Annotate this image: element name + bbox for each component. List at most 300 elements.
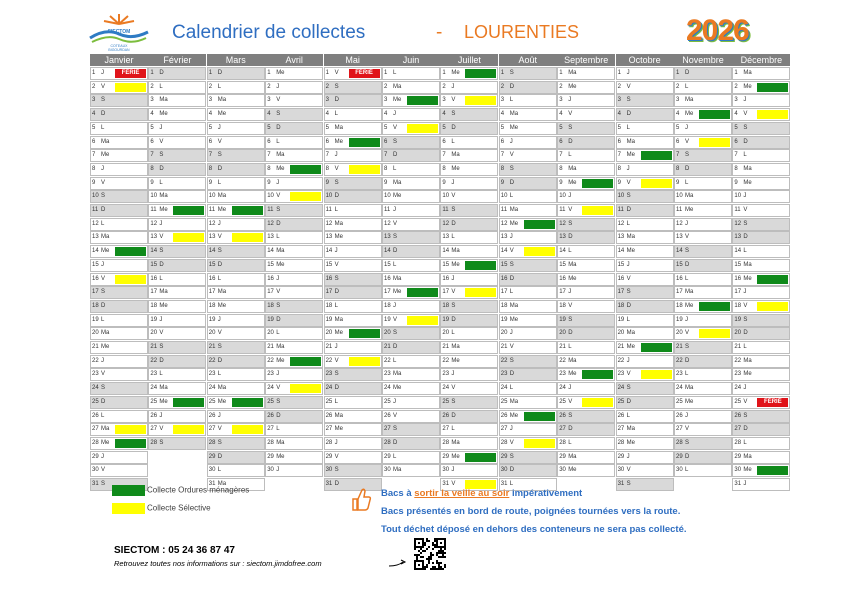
day-cell — [732, 177, 790, 190]
weekday-letter: Ma — [217, 97, 227, 104]
day-cell — [265, 396, 323, 409]
day-number: 27 — [559, 426, 566, 433]
day-number: 31 — [208, 481, 216, 487]
weekday-letter: Ma — [159, 289, 168, 296]
day-number: 26 — [92, 412, 99, 419]
day-cell — [265, 231, 323, 244]
day-cell — [440, 245, 498, 258]
day-cell — [207, 204, 265, 217]
day-cell — [557, 231, 615, 244]
day-number: 20 — [617, 330, 625, 337]
day-number: 26 — [617, 412, 625, 419]
day-number: 23 — [92, 371, 99, 378]
weekday-letter: S — [101, 97, 106, 104]
day-cell — [382, 245, 440, 258]
day-cell — [499, 149, 557, 162]
day-number: 25 — [617, 398, 625, 405]
day-number: 31 — [617, 481, 625, 487]
day-cell — [207, 163, 265, 176]
day-number: 12 — [208, 220, 216, 227]
weekday-letter: D — [393, 344, 398, 350]
weekday-letter: V — [276, 193, 281, 200]
weekday-letter: L — [159, 371, 163, 378]
weekday-letter: Me — [451, 453, 460, 460]
day-cell — [732, 314, 790, 327]
day-cell — [382, 190, 440, 203]
day-number: 15 — [442, 261, 450, 268]
day-number: 8 — [325, 165, 329, 172]
weekday-letter: S — [626, 481, 631, 487]
day-number: 28 — [734, 439, 742, 446]
svg-text:SIECTOM: SIECTOM — [107, 29, 131, 35]
weekday-letter: J — [393, 302, 396, 309]
collection-om-marker — [407, 96, 438, 105]
day-number: 31 — [92, 481, 99, 487]
day-number: 29 — [559, 453, 566, 460]
day-number: 5 — [384, 124, 388, 131]
weekday-letter: D — [276, 124, 281, 131]
day-number: 10 — [150, 193, 158, 200]
day-number: 5 — [734, 124, 738, 131]
weekday-letter: J — [159, 220, 163, 227]
day-number: 16 — [92, 275, 99, 282]
day-cell — [557, 464, 615, 477]
day-number: 3 — [676, 97, 680, 104]
day-cell — [265, 368, 323, 381]
day-number: 18 — [617, 302, 625, 309]
weekday-letter: Ma — [159, 97, 168, 104]
weekday-letter: D — [568, 426, 573, 433]
day-number: 21 — [325, 344, 333, 350]
weekday-letter: S — [685, 248, 690, 255]
weekday-letter: D — [451, 412, 456, 419]
day-number: 23 — [500, 371, 508, 378]
weekday-letter: J — [743, 481, 747, 487]
day-number: 13 — [325, 234, 333, 241]
day-cell — [90, 94, 148, 107]
weekday-letter: V — [685, 330, 690, 337]
weekday-letter: J — [626, 70, 630, 76]
day-number: 23 — [442, 371, 450, 378]
day-number: 12 — [617, 220, 625, 227]
day-cell — [265, 177, 323, 190]
collection-om-marker — [173, 206, 204, 215]
qr-code[interactable] — [414, 538, 446, 570]
day-cell — [616, 81, 674, 94]
day-number: 27 — [150, 426, 158, 433]
day-cell — [674, 327, 732, 340]
day-cell — [382, 67, 440, 80]
day-number: 29 — [267, 453, 274, 460]
weekday-letter: S — [568, 316, 573, 323]
day-number: 27 — [208, 426, 216, 433]
weekday-letter: J — [451, 467, 455, 474]
day-cell — [440, 368, 498, 381]
day-cell — [148, 149, 206, 162]
weekday-letter: D — [101, 302, 106, 309]
day-cell — [148, 136, 206, 149]
weekday-letter: V — [626, 179, 631, 186]
day-cell — [674, 231, 732, 244]
weekday-letter: V — [159, 138, 164, 145]
weekday-letter: D — [568, 234, 573, 241]
day-number: 13 — [208, 234, 216, 241]
day-number: 9 — [617, 179, 621, 186]
day-cell — [674, 177, 732, 190]
day-number: 21 — [676, 344, 683, 350]
weekday-letter: D — [159, 261, 164, 268]
weekday-letter: Me — [217, 398, 227, 405]
weekday-letter: Ma — [276, 344, 285, 350]
day-number: 11 — [442, 207, 449, 213]
day-number: 9 — [267, 179, 271, 186]
day-number: 16 — [267, 275, 274, 282]
day-number: 1 — [267, 70, 271, 76]
collection-om-marker — [407, 288, 438, 297]
day-cell — [616, 122, 674, 135]
day-cell — [90, 122, 148, 135]
day-number: 3 — [325, 97, 329, 104]
day-number: 22 — [150, 357, 158, 364]
weekday-letter: Me — [626, 344, 635, 350]
weekday-letter: J — [626, 165, 630, 172]
day-cell — [207, 382, 265, 395]
weekday-letter: S — [509, 165, 514, 172]
collection-selective-marker — [115, 275, 146, 284]
day-number: 17 — [325, 289, 333, 296]
day-number: 12 — [734, 220, 742, 227]
day-cell — [674, 81, 732, 94]
weekday-letter: D — [159, 165, 164, 172]
legend-sel-label: Collecte Sélective — [147, 503, 211, 513]
collection-selective-marker — [349, 357, 380, 366]
weekday-letter: L — [217, 371, 222, 378]
day-number: 10 — [734, 193, 742, 200]
day-cell — [324, 94, 382, 107]
day-number: 11 — [267, 207, 274, 213]
day-cell — [148, 245, 206, 258]
weekday-letter: Ma — [451, 344, 460, 350]
weekday-letter: V — [509, 439, 514, 446]
day-cell — [557, 108, 615, 121]
day-number: 29 — [442, 453, 450, 460]
day-cell — [616, 163, 674, 176]
day-number: 7 — [384, 152, 388, 159]
day-number: 10 — [500, 193, 508, 200]
weekday-letter: Me — [334, 426, 343, 433]
weekday-letter: V — [101, 83, 106, 90]
day-number: 23 — [384, 371, 391, 378]
day-number: 2 — [734, 83, 738, 90]
day-cell — [382, 300, 440, 313]
day-number: 2 — [150, 83, 154, 90]
day-cell — [557, 396, 615, 409]
day-cell — [90, 396, 148, 409]
day-cell — [616, 149, 674, 162]
weekday-letter: Ma — [743, 70, 752, 76]
day-number: 13 — [384, 234, 391, 241]
day-number: 2 — [559, 83, 563, 90]
day-cell — [557, 314, 615, 327]
day-number: 22 — [676, 357, 683, 364]
day-number: 16 — [208, 275, 216, 282]
weekday-letter: Me — [685, 398, 694, 405]
day-cell — [732, 423, 790, 436]
weekday-letter: Ma — [626, 330, 635, 337]
weekday-letter: Ma — [217, 481, 227, 487]
weekday-letter: L — [568, 344, 572, 350]
day-cell — [148, 218, 206, 231]
day-number: 14 — [150, 248, 158, 255]
weekday-letter: J — [626, 261, 630, 268]
day-number: 9 — [500, 179, 505, 186]
weekday-letter: Ma — [568, 357, 577, 364]
day-cell — [148, 273, 206, 286]
day-number: 14 — [442, 248, 450, 255]
day-number: 21 — [384, 344, 391, 350]
day-number: 24 — [150, 385, 158, 392]
day-cell — [674, 355, 732, 368]
day-cell — [674, 382, 732, 395]
weekday-letter: Me — [217, 111, 227, 118]
collection-om-marker — [465, 261, 496, 270]
day-number: 12 — [325, 220, 333, 227]
day-number: 18 — [676, 302, 683, 309]
day-cell — [499, 410, 557, 423]
weekday-letter: V — [393, 220, 398, 227]
weekday-letter: L — [743, 248, 747, 255]
day-number: 27 — [676, 426, 683, 433]
day-number: 25 — [208, 398, 216, 405]
day-cell — [440, 149, 498, 162]
weekday-letter: Ma — [393, 275, 402, 282]
day-number: 15 — [676, 261, 683, 268]
day-cell — [440, 177, 498, 190]
day-cell — [382, 122, 440, 135]
day-cell — [616, 437, 674, 450]
weekday-letter: D — [685, 453, 690, 460]
weekday-letter: S — [276, 111, 281, 118]
weekday-letter: D — [217, 165, 223, 172]
day-number: 22 — [267, 357, 274, 364]
day-cell — [440, 341, 498, 354]
day-number: 5 — [442, 124, 446, 131]
weekday-letter: Me — [276, 453, 285, 460]
day-number: 3 — [267, 97, 271, 104]
day-number: 23 — [150, 371, 158, 378]
weekday-letter: Ma — [393, 371, 402, 378]
day-number: 17 — [734, 289, 742, 296]
weekday-letter: D — [685, 357, 690, 364]
weekday-letter: L — [626, 220, 630, 227]
weekday-letter: Me — [568, 371, 577, 378]
weekday-letter: L — [451, 138, 455, 145]
day-number: 19 — [559, 316, 566, 323]
day-number: 20 — [500, 330, 508, 337]
day-number: 17 — [442, 289, 450, 296]
weekday-letter: Me — [509, 412, 519, 419]
day-cell — [382, 327, 440, 340]
day-number: 4 — [208, 111, 213, 118]
weekday-letter: V — [568, 207, 573, 213]
day-number: 24 — [325, 385, 333, 392]
day-cell — [674, 300, 732, 313]
weekday-letter: S — [685, 152, 690, 159]
day-number: 15 — [208, 261, 216, 268]
weekday-letter: L — [743, 152, 747, 159]
day-number: 26 — [734, 412, 742, 419]
day-cell — [207, 108, 265, 121]
weekday-letter: D — [568, 138, 573, 145]
weekday-letter: Me — [743, 371, 752, 378]
day-number: 11 — [150, 207, 157, 213]
day-number: 27 — [384, 426, 391, 433]
day-number: 30 — [267, 467, 274, 474]
day-number: 24 — [559, 385, 566, 392]
day-number: 2 — [442, 83, 446, 90]
weekday-letter: Ma — [626, 234, 635, 241]
day-cell — [557, 163, 615, 176]
day-cell — [674, 396, 732, 409]
day-number: 2 — [208, 83, 213, 90]
weekday-letter: Ma — [743, 357, 752, 364]
day-cell — [557, 273, 615, 286]
day-cell — [499, 81, 557, 94]
day-number: 4 — [267, 111, 271, 118]
day-number: 2 — [500, 83, 505, 90]
day-cell — [557, 286, 615, 299]
day-cell — [674, 314, 732, 327]
weekday-letter: J — [568, 97, 572, 104]
weekday-letter: J — [743, 289, 747, 296]
day-number: 6 — [559, 138, 563, 145]
day-number: 7 — [676, 152, 680, 159]
day-number: 13 — [559, 234, 566, 241]
weekday-letter: S — [393, 234, 398, 241]
weekday-letter: D — [509, 467, 515, 474]
day-number: 8 — [734, 165, 738, 172]
day-cell — [265, 437, 323, 450]
day-number: 7 — [559, 152, 563, 159]
weekday-letter: S — [451, 398, 456, 405]
weekday-letter: L — [743, 439, 747, 446]
collection-om-marker — [641, 343, 672, 352]
day-cell — [440, 204, 498, 217]
day-cell — [265, 136, 323, 149]
day-number: 29 — [734, 453, 742, 460]
day-cell — [90, 231, 148, 244]
day-cell — [616, 327, 674, 340]
day-cell — [90, 341, 148, 354]
weekday-letter: V — [743, 207, 748, 213]
day-cell — [148, 382, 206, 395]
weekday-letter: J — [685, 124, 688, 131]
weekday-letter: Ma — [334, 220, 343, 227]
day-cell — [324, 149, 382, 162]
day-cell — [674, 163, 732, 176]
day-cell — [499, 300, 557, 313]
day-cell — [674, 94, 732, 107]
day-cell — [148, 122, 206, 135]
collection-selective-marker — [524, 439, 555, 448]
weekday-letter: J — [393, 111, 396, 118]
day-cell — [732, 204, 790, 217]
day-number: 17 — [384, 289, 391, 296]
weekday-letter: L — [159, 275, 163, 282]
day-cell — [90, 108, 148, 121]
day-cell — [207, 94, 265, 107]
collection-selective-marker — [757, 302, 788, 311]
day-cell — [499, 273, 557, 286]
collection-om-marker — [465, 69, 496, 78]
weekday-letter: Ma — [276, 152, 285, 159]
weekday-letter: J — [509, 426, 513, 433]
weekday-letter: J — [685, 220, 688, 227]
day-cell — [499, 314, 557, 327]
day-cell — [382, 94, 440, 107]
weekday-letter: Ma — [393, 467, 402, 474]
day-cell — [616, 382, 674, 395]
day-number: 31 — [325, 481, 333, 487]
legend-sel-swatch — [112, 503, 145, 514]
weekday-letter: Me — [626, 439, 635, 446]
day-number: 28 — [617, 439, 625, 446]
day-cell — [674, 410, 732, 423]
day-cell — [440, 314, 498, 327]
weekday-letter: Ma — [451, 152, 460, 159]
weekday-letter: S — [685, 439, 690, 446]
day-cell — [207, 273, 265, 286]
day-cell — [265, 218, 323, 231]
day-number: 9 — [92, 179, 96, 186]
weekday-letter: Ma — [568, 165, 577, 172]
day-cell — [207, 177, 265, 190]
contact-website[interactable]: Retrouvez toutes nos informations sur : siectom.jimdofree.com — [114, 559, 322, 568]
collection-selective-marker — [641, 370, 672, 379]
day-cell — [616, 231, 674, 244]
day-number: 19 — [208, 316, 216, 323]
weekday-letter: L — [743, 344, 747, 350]
weekday-letter: V — [334, 70, 339, 76]
day-number: 17 — [617, 289, 625, 296]
day-cell — [148, 163, 206, 176]
day-cell — [732, 437, 790, 450]
weekday-letter: V — [451, 97, 456, 104]
day-number: 6 — [150, 138, 154, 145]
weekday-letter: D — [743, 426, 748, 433]
weekday-letter: S — [217, 344, 222, 350]
day-cell — [90, 136, 148, 149]
day-cell — [148, 259, 206, 272]
weekday-letter: D — [159, 357, 164, 364]
weekday-letter: Ma — [334, 412, 343, 419]
weekday-letter: L — [334, 207, 338, 213]
day-number: 26 — [150, 412, 158, 419]
day-number: 4 — [150, 111, 154, 118]
day-number: 8 — [150, 165, 154, 172]
collection-om-marker — [582, 179, 613, 188]
weekday-letter: S — [159, 152, 164, 159]
weekday-letter: Ma — [276, 248, 285, 255]
day-cell — [324, 286, 382, 299]
day-cell — [148, 67, 206, 80]
day-cell — [324, 300, 382, 313]
day-number: 12 — [267, 220, 274, 227]
weekday-letter: Me — [451, 165, 460, 172]
day-number: 18 — [442, 302, 450, 309]
weekday-letter: L — [276, 330, 280, 337]
day-cell — [732, 355, 790, 368]
